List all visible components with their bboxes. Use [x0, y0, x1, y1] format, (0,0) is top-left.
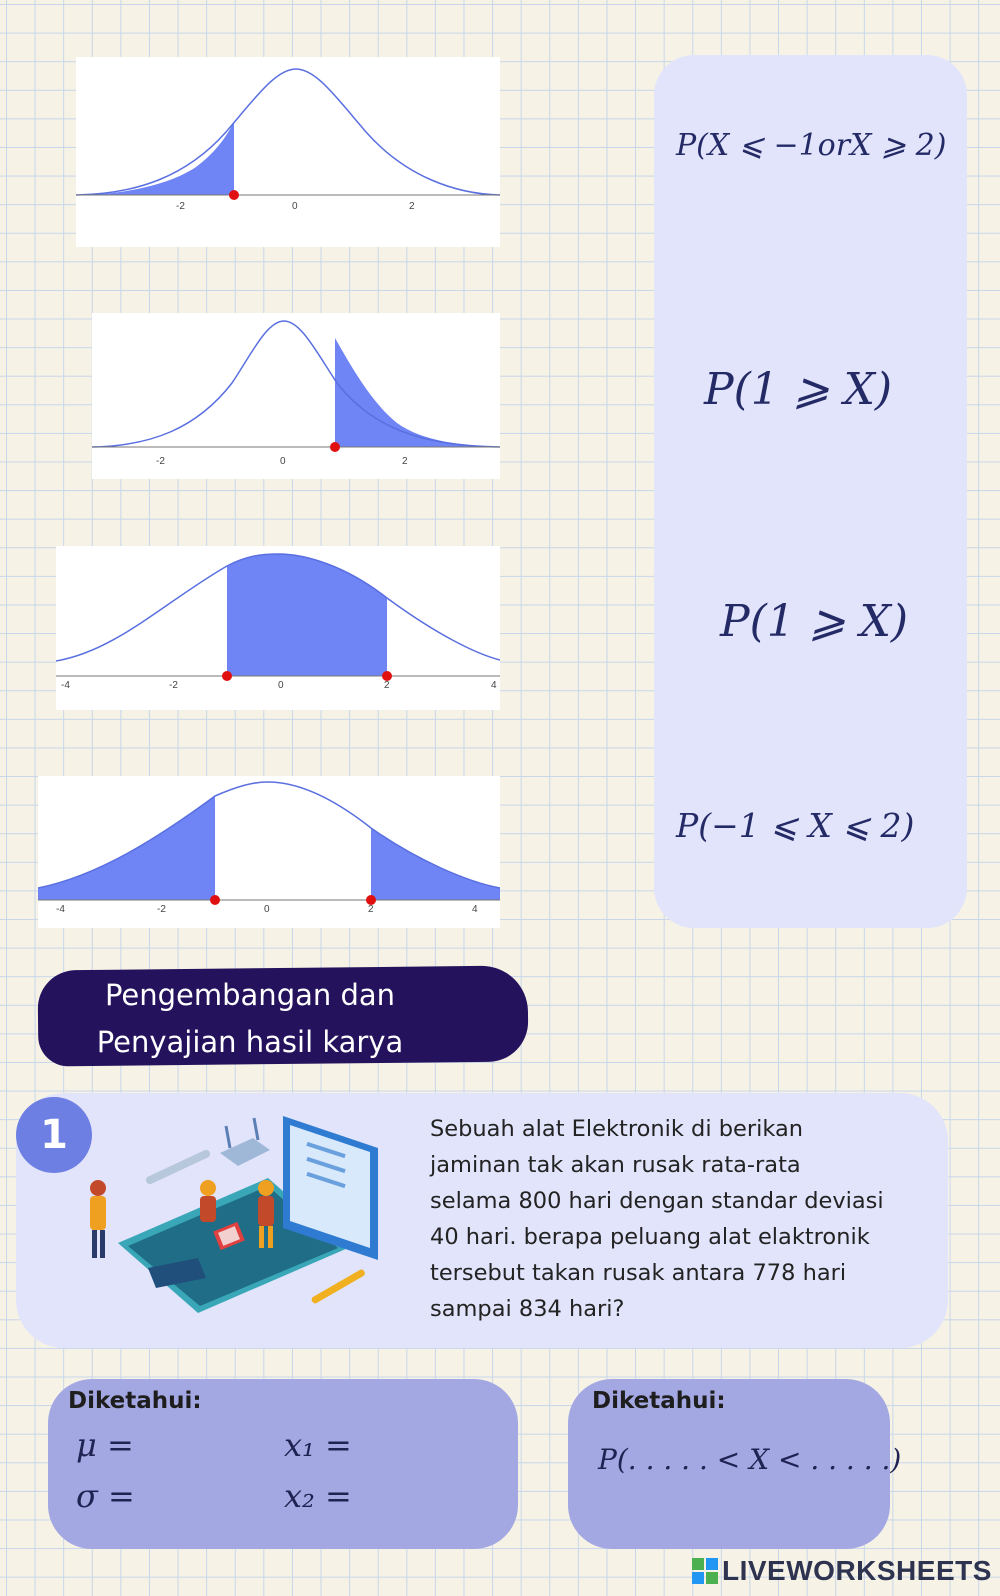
- mu-field[interactable]: μ =: [76, 1426, 134, 1464]
- shaded-right-tail: [371, 828, 500, 900]
- problem-line: 40 hari. berapa peluang alat elaktronik: [430, 1224, 870, 1250]
- tick-label: 0: [292, 201, 298, 212]
- problem-line: jaminan tak akan rusak rata-rata: [430, 1152, 801, 1178]
- x2-field[interactable]: x₂ =: [284, 1477, 352, 1515]
- tick-label: 4: [491, 680, 497, 691]
- problem-line: tersebut takan rusak antara 778 hari: [430, 1260, 847, 1286]
- known-title: Diketahui:: [68, 1388, 202, 1414]
- shaded-right-tail: [335, 338, 500, 447]
- tick-label: 0: [280, 456, 286, 467]
- problem-line: Sebuah alat Elektronik di berikan: [430, 1116, 804, 1142]
- problem-statement: [430, 1111, 930, 1327]
- section-heading: [60, 972, 440, 1066]
- tick-label: -2: [157, 904, 166, 915]
- known-title: Diketahui:: [592, 1388, 726, 1414]
- shaded-left-tail: [76, 122, 234, 195]
- shaded-middle: [227, 554, 387, 676]
- formula-option-2[interactable]: P(1 ⩾ X): [704, 364, 893, 415]
- tick-label: -2: [156, 456, 165, 467]
- heading-line-2: Penyajian hasil karya: [96, 1025, 404, 1059]
- liveworksheets-logo: [692, 1553, 992, 1589]
- electronics-illustration: [48, 1108, 396, 1330]
- tick-label: -4: [61, 680, 70, 691]
- tick-label: 4: [472, 904, 478, 915]
- tick-label: 0: [278, 680, 284, 691]
- bell-curve: [92, 321, 500, 447]
- bell-curve: [76, 69, 500, 195]
- normal-curve-graph-4: [38, 776, 500, 928]
- tick-label: -2: [169, 680, 178, 691]
- heading-line-1: Pengembangan dan: [104, 978, 396, 1012]
- red-marker: [210, 895, 220, 905]
- probability-expression[interactable]: P(. . . . . < X < . . . . .): [598, 1443, 902, 1476]
- formula-option-4[interactable]: P(−1 ⩽ X ⩽ 2): [676, 806, 915, 845]
- red-marker: [229, 190, 239, 200]
- problem-line: sampai 834 hari?: [430, 1296, 625, 1322]
- liveworksheets-icon: [692, 1558, 718, 1584]
- red-marker: [222, 671, 232, 681]
- normal-curve-graph-1: [76, 57, 500, 247]
- shaded-left-tail: [38, 796, 215, 900]
- x1-field[interactable]: x₁ =: [284, 1426, 352, 1464]
- tick-label: -4: [56, 904, 65, 915]
- problem-number-badge: 1: [16, 1097, 92, 1173]
- tick-label: 2: [402, 456, 408, 467]
- formula-option-3[interactable]: P(1 ⩾ X): [720, 596, 909, 647]
- brand-name: LIVEWORKSHEETS: [722, 1555, 992, 1586]
- tick-label: 2: [368, 904, 374, 915]
- sigma-field[interactable]: σ =: [76, 1477, 135, 1515]
- normal-curve-graph-3: [56, 546, 500, 710]
- tick-label: 0: [264, 904, 270, 915]
- tick-label: 2: [409, 201, 415, 212]
- tick-label: 2: [384, 680, 390, 691]
- formula-option-1[interactable]: P(X ⩽ −1orX ⩾ 2): [676, 128, 947, 163]
- red-marker: [330, 442, 340, 452]
- problem-line: selama 800 hari dengan standar deviasi: [430, 1188, 884, 1214]
- normal-curve-graph-2: [92, 313, 500, 479]
- formula-panel: [654, 55, 967, 928]
- tick-label: -2: [176, 201, 185, 212]
